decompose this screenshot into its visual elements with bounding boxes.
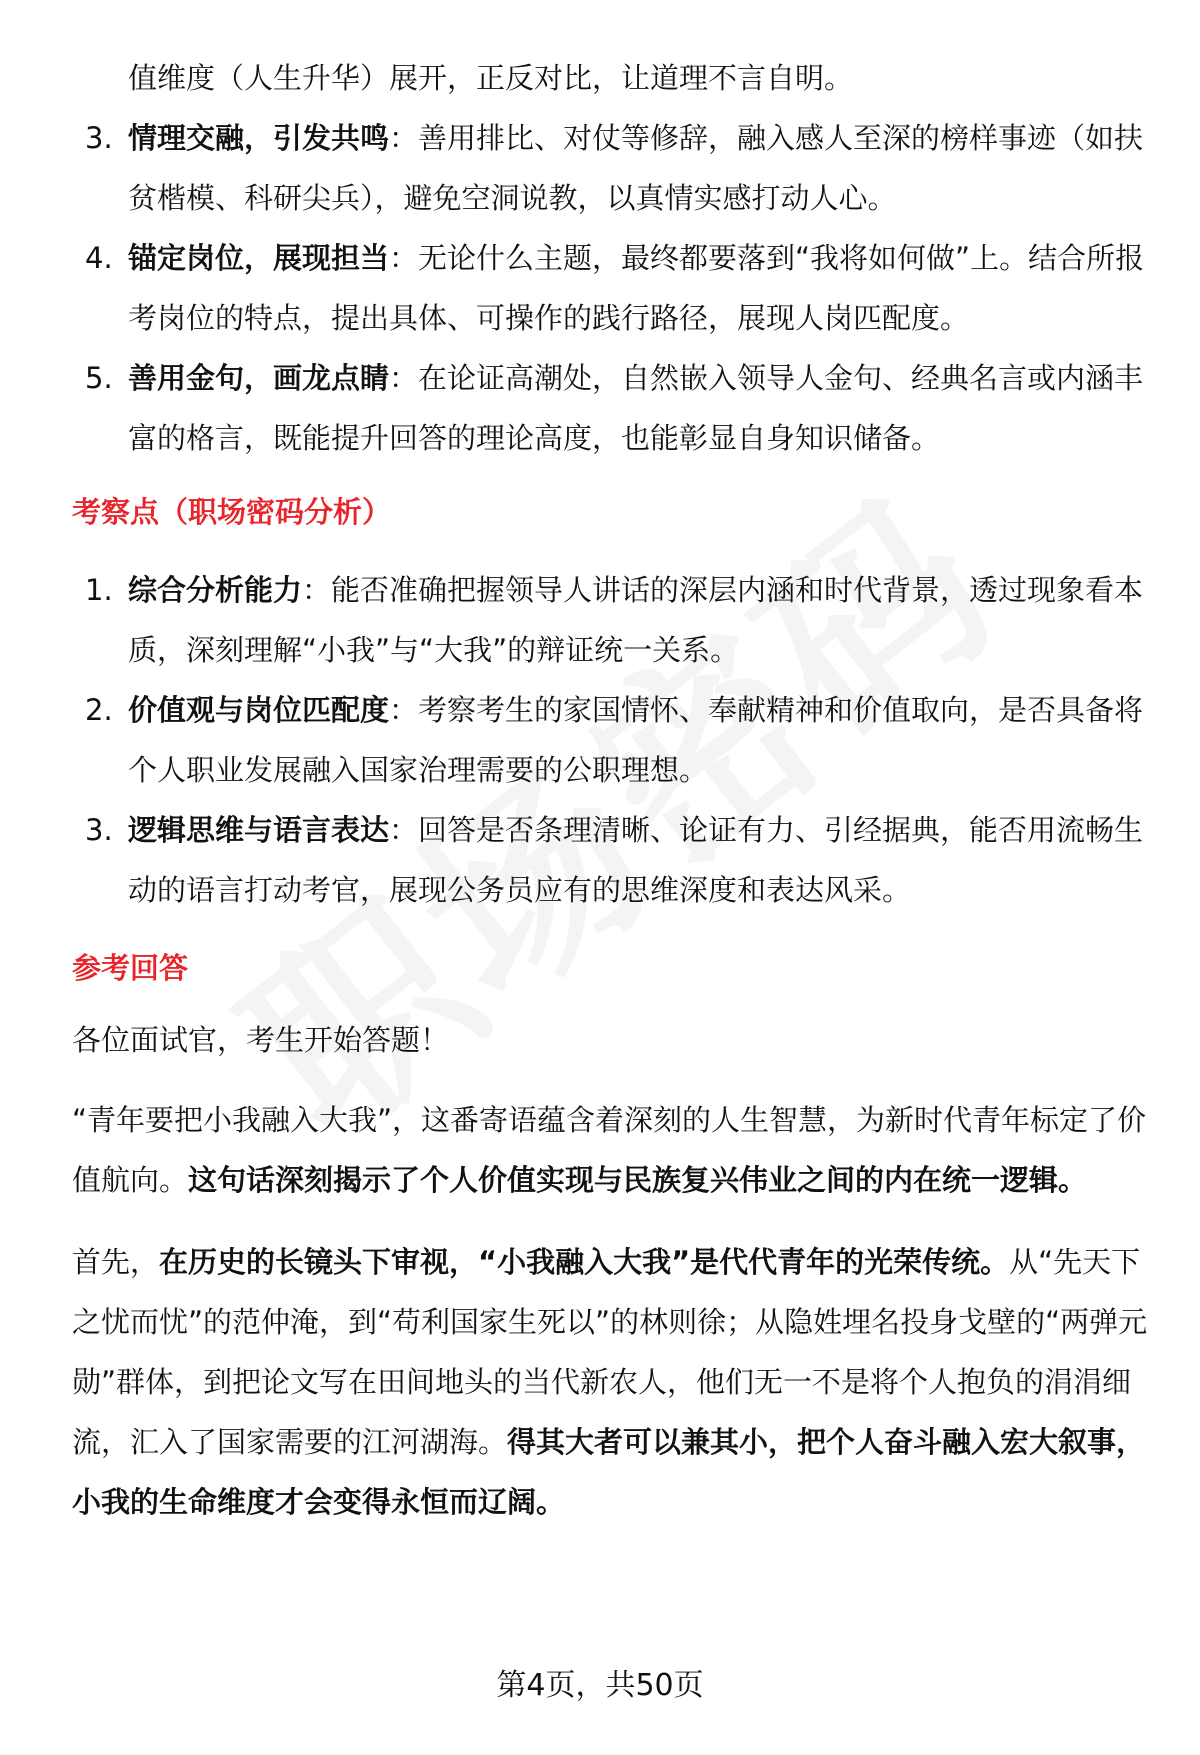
- section-title-points: 考察点（职场密码分析）: [72, 495, 392, 529]
- list-item: [72, 800, 1152, 920]
- list-item-title: 善用金句，画龙点睛: [128, 361, 390, 395]
- answer-p2-text: 从“先天下之忧而忧”的范仲淹，到“苟利国家生死以”的林则徐；从隐姓埋名投身戈壁的“两弹元勋”群体，到把论文写在田间地头的当代新农人，他们无一不是将个人抱负的涓涓细流，汇入了国家需要的江河湖海。: [72, 1245, 1148, 1459]
- tips-list: [72, 108, 1152, 468]
- list-number: 1.: [85, 573, 113, 607]
- list-item-text: ：无论什么主题，最终都要落到“我将如何做”上。结合所报考岗位的特点，提出具体、可操作的践行路径，展现人岗匹配度。: [128, 241, 1145, 335]
- list-item-title: 综合分析能力: [128, 573, 303, 607]
- list-item-text: ：在论证高潮处，自然嵌入领导人金句、经典名言或内涵丰富的格言，既能提升回答的理论高度，也能彰显自身知识储备。: [128, 361, 1144, 455]
- points-list: [72, 560, 1152, 920]
- answer-greeting: 各位面试官，考生开始答题！: [72, 1023, 450, 1057]
- document-page: [72, 48, 1152, 1532]
- list-item-title: 价值观与岗位匹配度: [128, 693, 390, 727]
- list-item: [72, 680, 1152, 800]
- answer-p2-prefix: 首先，: [72, 1245, 160, 1279]
- list-item-text: ：考察考生的家国情怀、奉献精神和价值取向，是否具备将个人职业发展融入国家治理需要的公职理想。: [128, 693, 1144, 787]
- answer-p1-emphasis: 这句话深刻揭示了个人价值实现与民族复兴伟业之间的内在统一逻辑。: [188, 1163, 1088, 1197]
- answer-p1-text: “青年要把小我融入大我”，这番寄语蕴含着深刻的人生智慧，为新时代青年标定了价值航向。: [72, 1103, 1147, 1197]
- list-item: [72, 228, 1152, 348]
- list-item-title: 情理交融，引发共鸣: [128, 121, 390, 155]
- list-item-title: 逻辑思维与语言表达: [128, 813, 390, 847]
- list-number: 3.: [85, 813, 113, 847]
- list-item-text: ：善用排比、对仗等修辞，融入感人至深的榜样事迹（如扶贫楷模、科研尖兵），避免空洞说教，以真情实感打动人心。: [128, 121, 1144, 215]
- list-number: 4.: [85, 241, 113, 275]
- intro-continuation: 值维度（人生升华）展开，正反对比，让道理不言自明。: [128, 61, 854, 95]
- list-number: 2.: [85, 693, 113, 727]
- page-footer: 第4页，共50页: [496, 1668, 704, 1703]
- list-item: [72, 108, 1152, 228]
- section-title-answer: 参考回答: [72, 951, 189, 985]
- list-item-text: ：回答是否条理清晰、论证有力、引经据典，能否用流畅生动的语言打动考官，展现公务员应有的思维深度和表达风采。: [128, 813, 1144, 907]
- list-item: [72, 348, 1152, 468]
- list-item-title: 锚定岗位，展现担当: [128, 241, 390, 275]
- list-number: 3.: [85, 121, 113, 155]
- list-number: 5.: [85, 361, 113, 395]
- answer-paragraph-2: [72, 1232, 1152, 1532]
- list-item: [72, 560, 1152, 680]
- list-item-text: ：能否准确把握领导人讲话的深层内涵和时代背景，透过现象看本质，深刻理解“小我”与“大我”的辩证统一关系。: [128, 573, 1144, 667]
- answer-p2-emphasis-2: 得其大者可以兼其小，把个人奋斗融入宏大叙事，小我的生命维度才会变得永恒而辽阔。: [72, 1425, 1146, 1519]
- answer-paragraph-1: [72, 1090, 1152, 1210]
- answer-p2-emphasis-1: 在历史的长镜头下审视，“小我融入大我”是代代青年的光荣传统。: [159, 1245, 1010, 1279]
